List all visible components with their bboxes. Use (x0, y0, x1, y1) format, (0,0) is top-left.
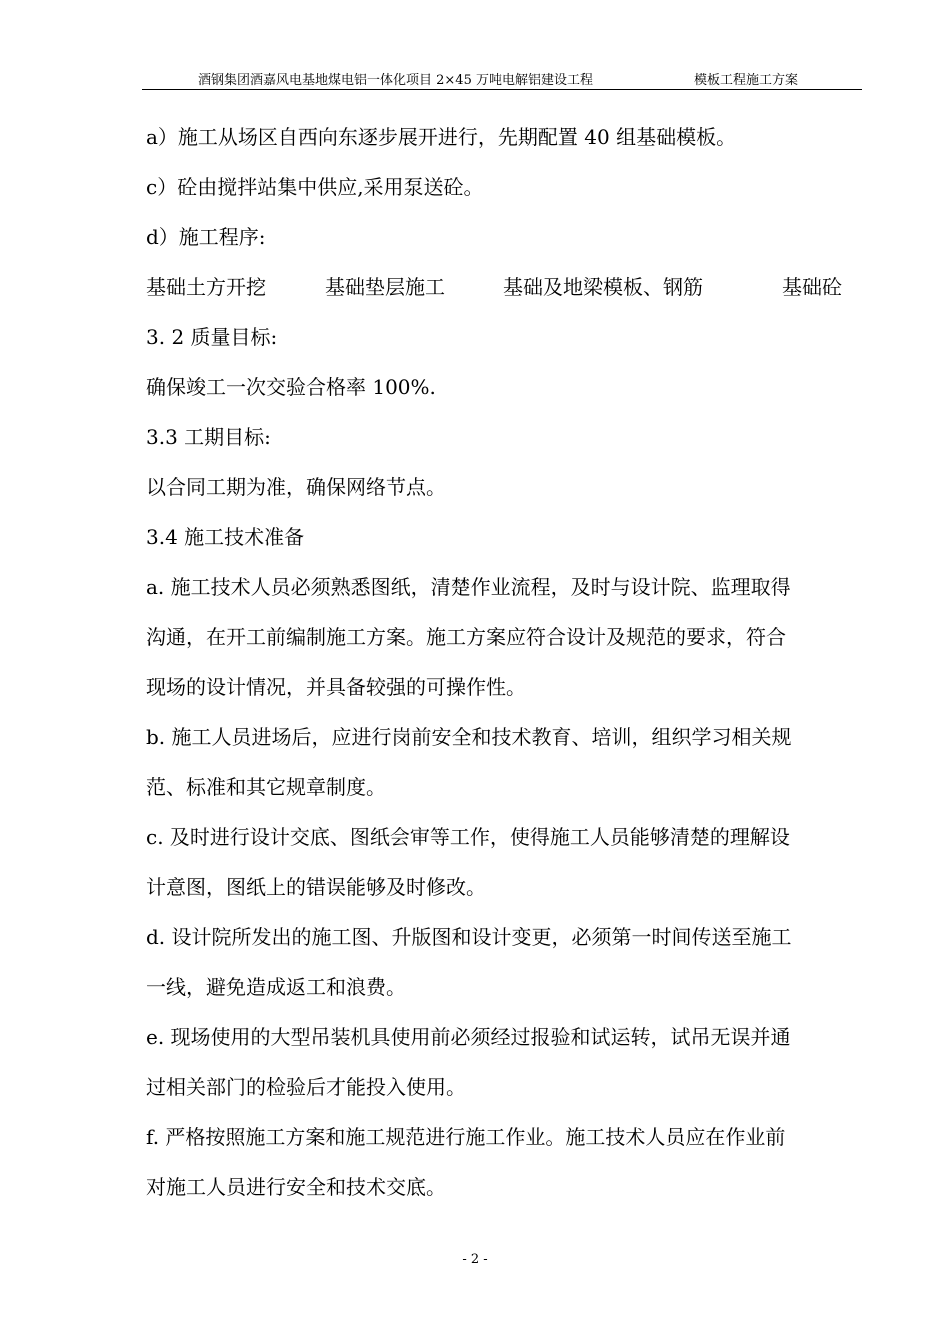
paragraph-line: f. 严格按照施工方案和施工规范进行施工作业。施工技术人员应在作业前 (146, 1125, 786, 1149)
paragraph-line: 范、标准和其它规章制度。 (146, 775, 386, 799)
paragraph-line: 沟通，在开工前编制施工方案。施工方案应符合设计及规范的要求，符合 (146, 625, 786, 649)
paragraph-line: d. 设计院所发出的施工图、升版图和设计变更，必须第一时间传送至施工 (146, 925, 792, 949)
header-rule (142, 89, 862, 90)
paragraph-line: 一线，避免造成返工和浪费。 (146, 975, 406, 999)
paragraph-line: 现场的设计情况，并具备较强的可操作性。 (146, 675, 526, 699)
paragraph-line: 过相关部门的检验后才能投入使用。 (146, 1075, 466, 1099)
paragraph-line: 确保竣工一次交验合格率 100%. (146, 375, 436, 399)
section-heading: 3.3 工期目标: (146, 425, 271, 449)
paragraph-line: c. 及时进行设计交底、图纸会审等工作，使得施工人员能够清楚的理解设 (146, 825, 790, 849)
paragraph-line: e. 现场使用的大型吊装机具使用前必须经过报验和试运转，试吊无误并通 (146, 1025, 791, 1049)
page-header (142, 72, 862, 90)
paragraph-line: d）施工程序: (146, 225, 266, 249)
paragraph-line: a. 施工技术人员必须熟悉图纸，清楚作业流程，及时与设计院、监理取得 (146, 575, 791, 599)
paragraph-line: 对施工人员进行安全和技术交底。 (146, 1175, 446, 1199)
header-document-title: 模板工程施工方案 (694, 73, 799, 88)
section-heading: 3.4 施工技术准备 (146, 525, 305, 549)
construction-sequence (146, 275, 856, 299)
paragraph-line: b. 施工人员进场后，应进行岗前安全和技术教育、培训，组织学习相关规 (146, 725, 792, 749)
page-number: - 2 - (462, 1252, 488, 1267)
paragraph-line: c）砼由搅拌站集中供应,采用泵送砼。 (146, 175, 484, 199)
paragraph-line: 计意图，图纸上的错误能够及时修改。 (146, 875, 486, 899)
sequence-step: 基础及地梁模板、钢筋 (503, 275, 703, 299)
sequence-step: 基础土方开挖 (146, 275, 266, 299)
header-project-title: 酒钢集团酒嘉风电基地煤电铝一体化项目 2×45 万吨电解铝建设工程 (198, 73, 593, 88)
sequence-step: 基础砼 (782, 275, 842, 299)
sequence-step: 基础垫层施工 (325, 275, 445, 299)
paragraph-line: a）施工从场区自西向东逐步展开进行，先期配置 40 组基础模板。 (146, 125, 737, 149)
paragraph-line: 以合同工期为准，确保网络节点。 (146, 475, 446, 499)
section-heading: 3. 2 质量目标: (146, 325, 278, 349)
